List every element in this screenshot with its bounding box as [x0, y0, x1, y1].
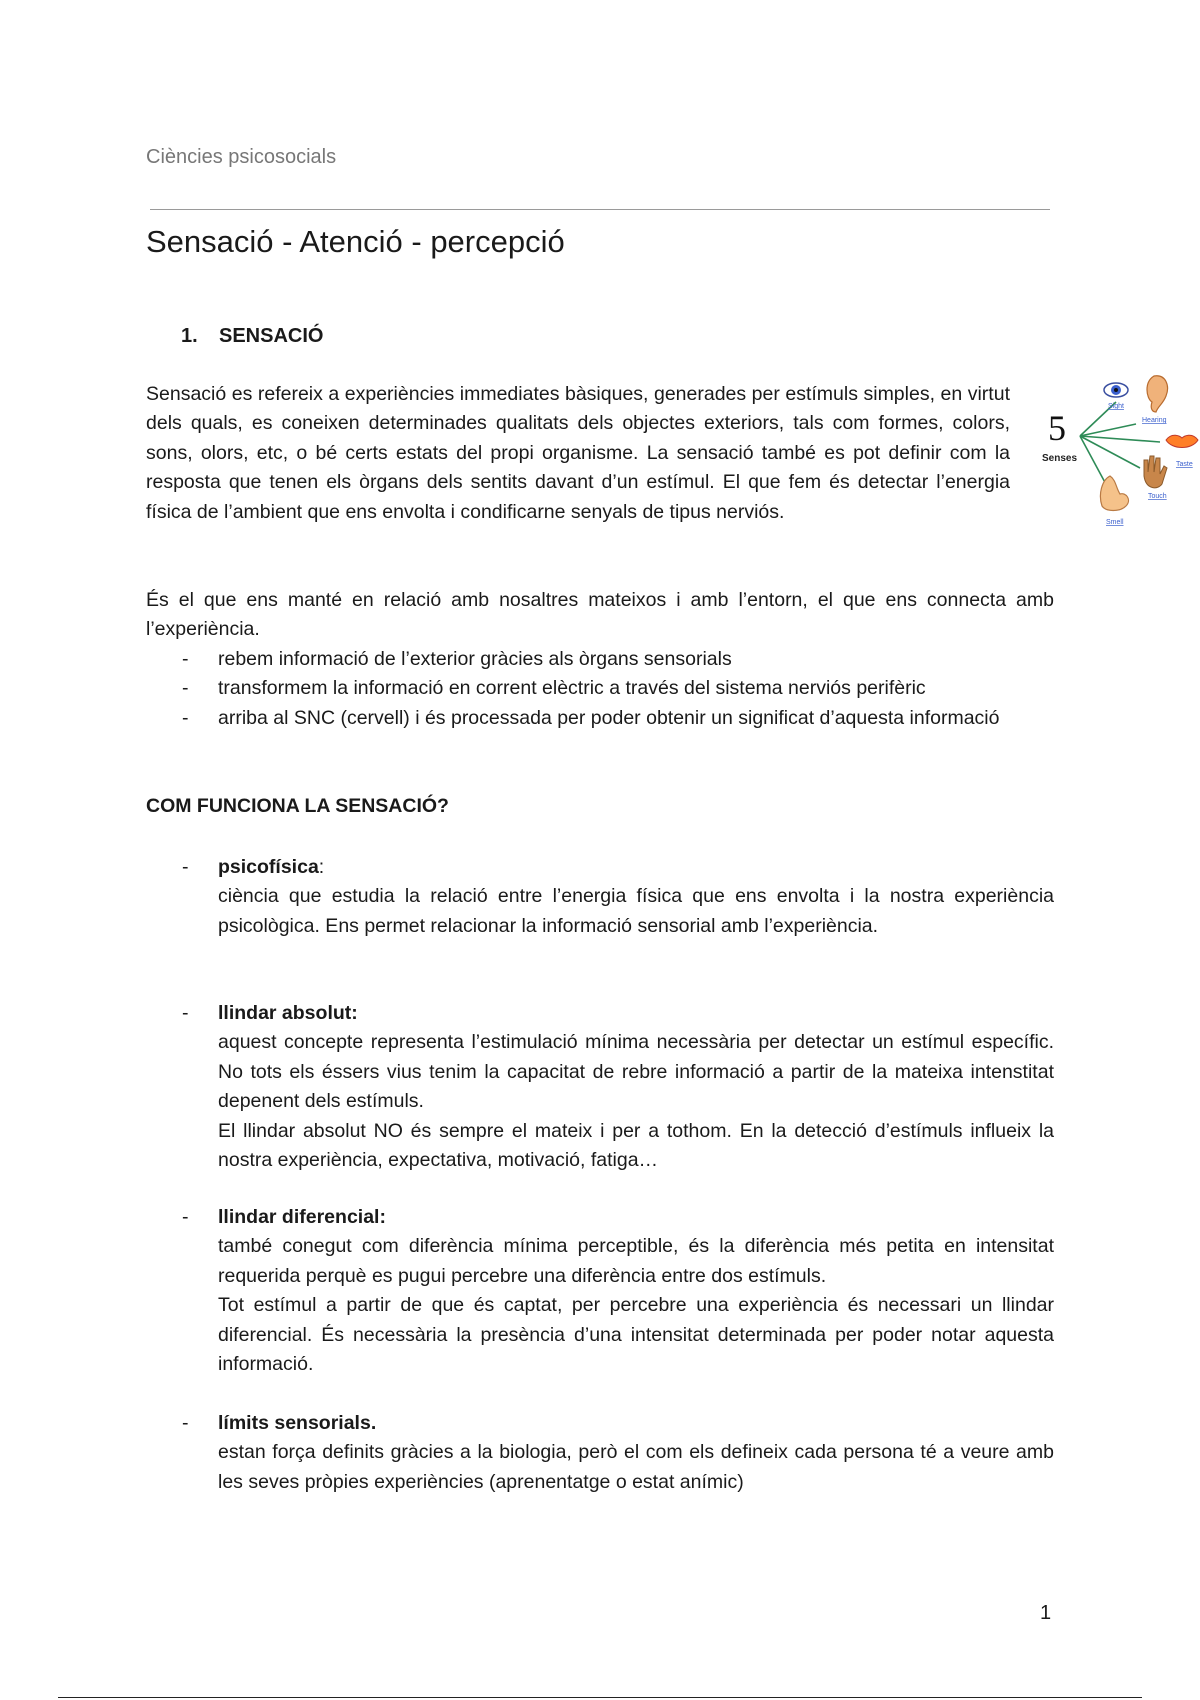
definition-term: llindar absolut: [218, 1002, 358, 1024]
intro-paragraph: Sensació es refereix a experiències immediates bàsiques, generades per estímuls simples, en virtut dels quals, es coneixen determinades qualitats dels objectes exteriors, tals com formes, colors, sons, olors, etc, o bé certs estats del propi organisme. La sensació també es pot definir com la resposta que tenen els òrgans dels sentits davant d’un estímul. El que fem és detectar l’energia física de l’ambient que ens envolta i condificarne senyals de tipus nerviós. [146, 383, 1010, 523]
dash-marker: - [182, 677, 189, 700]
section-heading-sensacio [181, 325, 323, 348]
definition-text: també conegut com diferència mínima perceptible, és la diferència més petita en intensitat requerida perquè es pugui percebre una diferència entre dos estímuls. [218, 1235, 1054, 1287]
dash-marker: - [182, 1002, 189, 1024]
section-number: 1. [181, 325, 198, 347]
label-sight: Sight [1108, 403, 1124, 410]
label-hearing: Hearing [1142, 417, 1167, 424]
relation-list [146, 645, 1054, 733]
definition-text: El llindar absolut NO és sempre el mateix i per a tothom. En la detecció d’estímuls influeix la nostra experiència, expectativa, motivació, fatiga… [218, 1119, 1054, 1172]
definition-term: llindar diferencial: [218, 1206, 386, 1228]
definition-text: aquest concepte representa l’estimulació mínima necessària per detectar un estímul específic. No tots els éssers vius tenim la capacitat de rebre informació a partir de la mateixa intenstitat depenent dels estímuls. [218, 1031, 1054, 1113]
arrow-taste [1080, 436, 1160, 442]
relation-paragraph: És el que ens manté en relació amb nosaltres mateixos i amb l’entorn, el que ens connecta amb l’experiència. [146, 589, 1054, 641]
dash-marker: - [182, 706, 189, 729]
label-taste: Taste [1176, 461, 1193, 468]
dash-marker: - [182, 856, 189, 878]
definition-term [218, 853, 1054, 882]
how-heading: COM FUNCIONA LA SENSACIÓ? [146, 795, 449, 817]
label-smell: Smell [1106, 519, 1124, 526]
running-header: Ciències psicosocials [146, 146, 337, 168]
list-item [146, 704, 1054, 733]
definition-llindar-diferencial [146, 1203, 1054, 1379]
page-number: 1 [1040, 1602, 1052, 1624]
section-title: SENSACIÓ [219, 325, 324, 347]
lips-icon [1166, 435, 1198, 447]
definition-llindar-absolut [146, 999, 1054, 1175]
dash-marker: - [182, 1412, 189, 1434]
definition-term: límits sensorials. [218, 1412, 377, 1434]
term-text: psicofísica [218, 856, 319, 878]
document-title: Sensació - Atenció - percepció [146, 224, 565, 259]
header-divider [150, 209, 1050, 210]
definition-limits-sensorials [146, 1409, 1054, 1497]
eye-icon [1104, 383, 1128, 397]
dash-marker: - [182, 648, 189, 670]
definition-text: ciència que estudia la relació entre l’energia física que ens envolta i la nostra experiència psicològica. Ens permet relacionar la informació sensorial amb l’experiència. [218, 885, 1054, 937]
list-item-text: arriba al SNC (cervell) i és processada per poder obtenir un significat d’aquesta informació [218, 706, 1000, 729]
hand-icon [1144, 456, 1167, 488]
list-item-text: rebem informació de l’exterior gràcies als òrgans sensorials [218, 648, 732, 670]
label-touch: Touch [1148, 493, 1167, 500]
list-item-text: transformem la informació en corrent elèctric a través del sistema nerviós perifèric [218, 677, 926, 700]
figure-number: 5 [1048, 408, 1066, 448]
definition-psicofisica [146, 853, 1054, 941]
definition-text: estan força definits gràcies a la biologia, però el com els defineix cada persona té a veure amb les seves pròpies experiències (aprenentatge o estat anímic) [218, 1441, 1054, 1493]
term-colon: : [318, 856, 325, 878]
arrow-hearing [1080, 424, 1136, 436]
definition-text: Tot estímul a partir de que és captat, per percebre una experiència és necessari un llindar diferencial. És necessària la presència d’una intensitat determinada per poder notar aquesta informació. [218, 1294, 1054, 1376]
five-senses-illustration [1036, 372, 1200, 536]
ear-icon [1147, 376, 1168, 412]
figure-caption: Senses [1042, 453, 1078, 464]
list-item [146, 645, 1054, 674]
nose-icon [1100, 476, 1128, 511]
dash-marker: - [182, 1206, 189, 1228]
footer-divider [58, 1697, 1142, 1698]
list-item [146, 674, 1054, 703]
